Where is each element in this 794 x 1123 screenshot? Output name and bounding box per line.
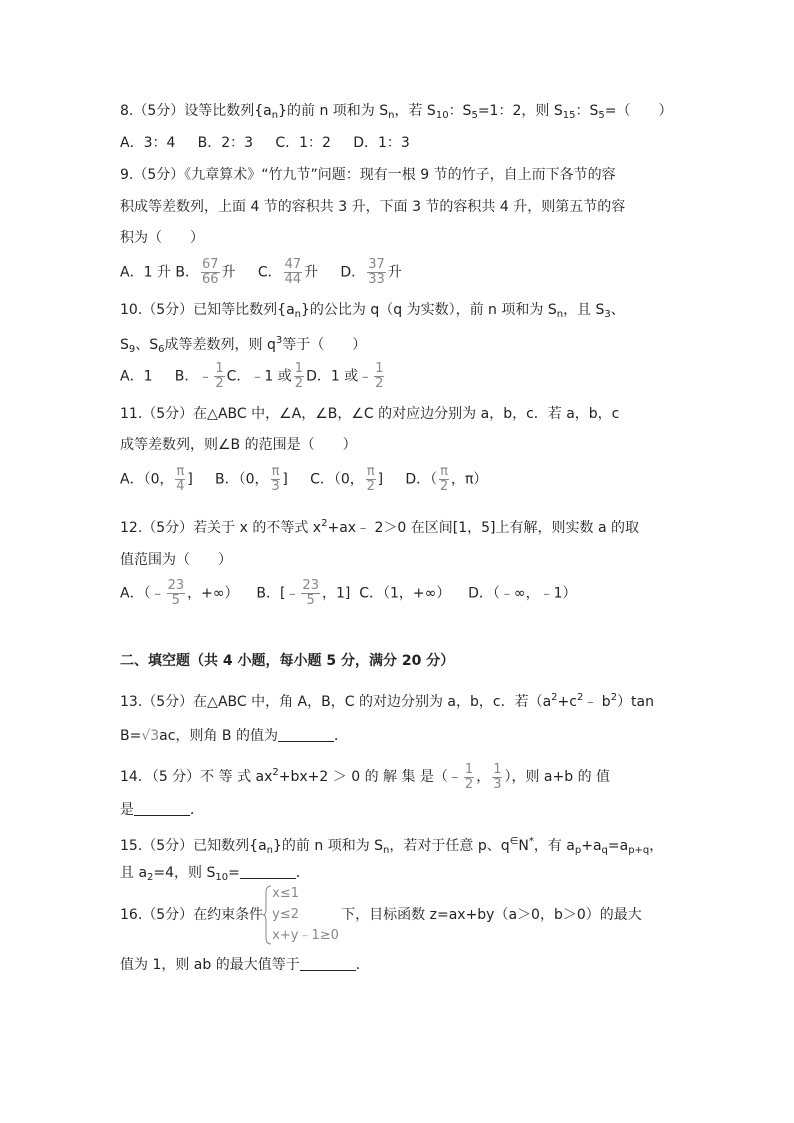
answer-blank-16[interactable] — [300, 956, 356, 971]
q11-frac-d: $\frac{\pi}{2}$ — [439, 464, 449, 494]
q15-line2: 且 $a_2=4$，则 $S_{10}=$ ． — [120, 865, 310, 883]
constraint-brace — [263, 884, 339, 946]
answer-blank-14[interactable] — [134, 801, 190, 816]
constraint-1: x≤1 — [272, 886, 300, 901]
q9-line1: 9.（5分）《九章算术》“竹九节”问题：现有一根 9 节的竹子，自上而下各节的容 — [120, 167, 616, 183]
q11-frac-b: $\frac{\pi}{3}$ — [271, 464, 280, 494]
q9-line3: 积为（ ） — [120, 230, 204, 246]
q11-line1: 11.（5分）在△ABC 中，∠A，∠B，∠C 的对应边分别为 a，b，c．若 a，b，c — [120, 406, 620, 422]
section-heading: 二、填空题（共 4 小题，每小题 5 分，满分 20 分） — [120, 653, 455, 669]
q15-line1: 15.（5分）已知数列$\{a_n\}$的前 n 项和为 $S_n$，若对于任意 p、q∈N*，有 $a_p+a_q=a_{p+q}$， — [120, 836, 664, 856]
q8-option-a: A．3：4 — [120, 135, 176, 151]
q12-frac-a: $\frac{23}{5}$ — [167, 578, 185, 608]
q10-frac-b: $\frac{1}{2}$ — [215, 361, 224, 391]
constraint-3: x+y﹣1≥0 — [272, 928, 339, 943]
q8-stem: 8.（5分）设等比数列$\{a_n\}$的前 n 项和为 $S_n$，若 $S_{10}$：$S_5=1$：2，则 $S_{15}$：$S_5=$（ ） — [120, 103, 673, 121]
q14-frac-1: $\frac{1}{2}$ — [464, 761, 474, 792]
q9-options: A．1 升 B． $\frac{67}{66}$ 升 C． $\frac{47}{44}$ 升 D． $\frac{37}{33}$ 升 — [120, 257, 402, 287]
q8-option-c: C．1：2 — [275, 135, 331, 151]
q10-options: A．1 B．﹣ $\frac{1}{2}$ C．﹣1 或 $\frac{1}{2}$ D．1 或﹣ $\frac{1}{2}$ — [120, 361, 384, 391]
q12-frac-b: $\frac{23}{5}$ — [302, 578, 319, 608]
q10-frac-d: $\frac{1}{2}$ — [375, 361, 384, 391]
q9-frac-d: $\frac{37}{33}$ — [368, 257, 385, 287]
q14-frac-2: $\frac{1}{3}$ — [493, 761, 502, 792]
q9-frac-b: $\frac{67}{66}$ — [202, 257, 219, 287]
q8-option-d: D．1：3 — [353, 135, 410, 151]
sqrt-three: √3 — [141, 728, 160, 744]
q8-options — [120, 133, 410, 153]
q11-frac-a: $\frac{\pi}{4}$ — [176, 464, 185, 494]
q12-options: A．（﹣ $\frac{23}{5}$ ，+∞） B．[﹣ $\frac{23}{5}$ ，1] C．（1，+∞） D．（﹣∞，﹣1） — [120, 578, 577, 608]
q10-frac-c: $\frac{1}{2}$ — [294, 361, 304, 391]
q14-line2: 是 ． — [120, 802, 204, 818]
q13-line2: B=√3ac，则角 B 的值为 ． — [120, 728, 348, 744]
answer-blank-13[interactable] — [278, 727, 334, 742]
q14-line1: 14．（5 分）不 等 式 $ax^2+bx+2 > 0$ 的 解 集 是（﹣ $\frac{1}{2}$ ， $\frac{1}{3}$ ），则 a+b 的 值 — [120, 761, 611, 792]
constraint-2: y≤2 — [272, 907, 300, 922]
q12-line2: 值范围为（ ） — [120, 552, 232, 568]
q8-option-b: B．2：3 — [197, 135, 254, 151]
q13-line1: 13.（5分）在△ABC 中，角 A，B，C 的对边分别为 a，b，c．若（$a^2+c^2﹣$ $b^2)\tan$ — [120, 692, 655, 710]
q16-line1: 16.（5分）在约束条件 x≤1 y≤2 x+y﹣1≥0 下，目标函数 z=ax+by（a＞0，b＞0）的最大 — [120, 884, 673, 946]
answer-blank-15[interactable] — [240, 864, 296, 879]
q11-frac-c: $\frac{\pi}{2}$ — [366, 464, 375, 494]
q10-line2: $S_9$、$S_6$成等差数列，则 $q^3$等于（ ） — [120, 335, 367, 355]
q9-line2: 积成等差数列，上面 4 节的容积共 3 升，下面 3 节的容积共 4 升，则第五节的容 — [120, 199, 626, 215]
q11-line2: 成等差数列，则∠B 的范围是（ ） — [120, 437, 357, 453]
q9-frac-c: $\frac{47}{44}$ — [284, 257, 302, 287]
q11-options: A．（0， $\frac{\pi}{4}$ ] B．（0， $\frac{\pi}{3}$ ] C．（0， $\frac{\pi}{2}$ ] D．（ $\frac{\pi}{2}$ ，π） — [120, 464, 488, 494]
q12-line1: 12.（5分）若关于 x 的不等式 $x^2+ax﹣$ 2＞0 在区间[1，5]上有解，则实数 a 的取 — [120, 518, 639, 536]
q16-line2: 值为 1，则 ab 的最大值等于 ． — [120, 957, 370, 973]
q10-line1: 10.（5分）已知等比数列$\{a_n\}$的公比为 q（q 为实数），前 n 项和为 $S_n$，且 $S_3$、 — [120, 302, 625, 320]
